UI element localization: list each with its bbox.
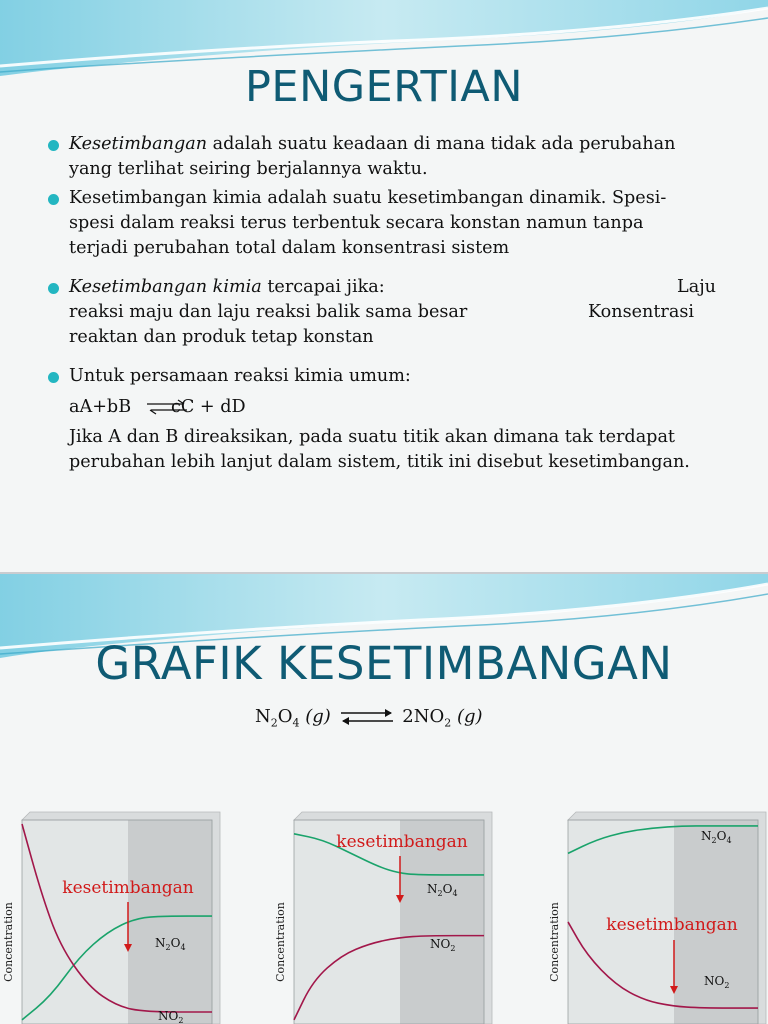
series-label-no2: $NO_2$ [158,1009,184,1024]
bullet-dot-icon [48,194,59,205]
bullet-text: terjadi perubahan total dalam konsentrasi sistem [69,238,510,258]
reactant-symbol: O [277,706,293,727]
bullet-text: perubahan lebih lanjut dalam sistem, titik ini disebut kesetimbangan. [69,452,690,472]
y-axis-label: Concentration [548,902,561,982]
series-label-n2o4: $N_2O_4$ [427,882,458,898]
bullet-definition [48,132,728,182]
concentration-chart-2 [272,808,494,1024]
equation-products: cC + dD [171,397,246,417]
bullet-text: adalah suatu keadaan di mana tidak ada perubahan [207,134,676,154]
reaction-equation [255,706,483,730]
slide-title: GRAFIK KESETIMBANGAN [95,637,673,690]
annotation-kesetimbangan: kesetimbangan [62,878,194,898]
bullet-text: spesi dalam reaksi terus terbentuk secara konstan namun tanpa [69,213,644,233]
bullet-general-equation [48,364,728,389]
bullet-text: reaksi maju dan laju reaksi balik sama besar [69,302,468,322]
term-kesetimbangan-kimia: Kesetimbangan kimia [69,277,262,297]
series-label-no2: $NO_2$ [704,974,730,990]
series-label-no2: $NO_2$ [430,937,456,953]
bullet-text: yang terlihat seiring berjalannya waktu. [69,159,428,179]
bullet-dot-icon [48,372,59,383]
equilibrium-arrow-icon [339,708,395,726]
reactant-subscript: 4 [292,716,300,730]
bullet-text: tercapai jika: [261,277,385,297]
slide-title: PENGERTIAN [244,62,524,112]
series-label-n2o4: $N_2O_4$ [155,936,186,952]
product-phase: (g) [451,706,483,727]
reactant-subscript: 2 [270,716,278,730]
general-equation [69,393,728,421]
bullet-dot-icon [48,140,59,151]
bullet-text: Jika A dan B direaksikan, pada suatu titik akan dimana tak terdapat [69,427,676,447]
bullet-text: Konsentrasi [588,302,694,322]
concentration-chart-3 [546,808,768,1024]
y-axis-label: Concentration [2,902,15,982]
bullet-conditions [48,275,728,350]
product-subscript: 2 [444,716,452,730]
equation-block [48,393,728,475]
reactant-phase: (g) [299,706,331,727]
y-axis-label: Concentration [274,902,287,982]
bullet-text: Untuk persamaan reaksi kimia umum: [69,366,411,386]
bullet-dynamic-equilibrium [48,186,728,261]
series-label-n2o4: $N_2O_4$ [701,829,732,845]
bullet-text: reaktan dan produk tetap konstan [69,327,374,347]
concentration-chart-1 [0,808,222,1024]
bullet-text: Laju [677,277,716,297]
bullet-text: Kesetimbangan kimia adalah suatu kesetimbangan dinamik. Spesi- [69,188,667,208]
reactant-symbol: N [255,706,271,727]
equation-reactants: aA+bB [69,397,132,417]
product-symbol: 2NO [402,706,445,727]
equilibrium-region [128,820,212,1024]
term-kesetimbangan: Kesetimbangan [69,134,208,154]
bullet-dot-icon [48,283,59,294]
annotation-kesetimbangan: kesetimbangan [336,832,468,852]
annotation-kesetimbangan: kesetimbangan [606,915,738,935]
bullet-list [48,132,728,475]
